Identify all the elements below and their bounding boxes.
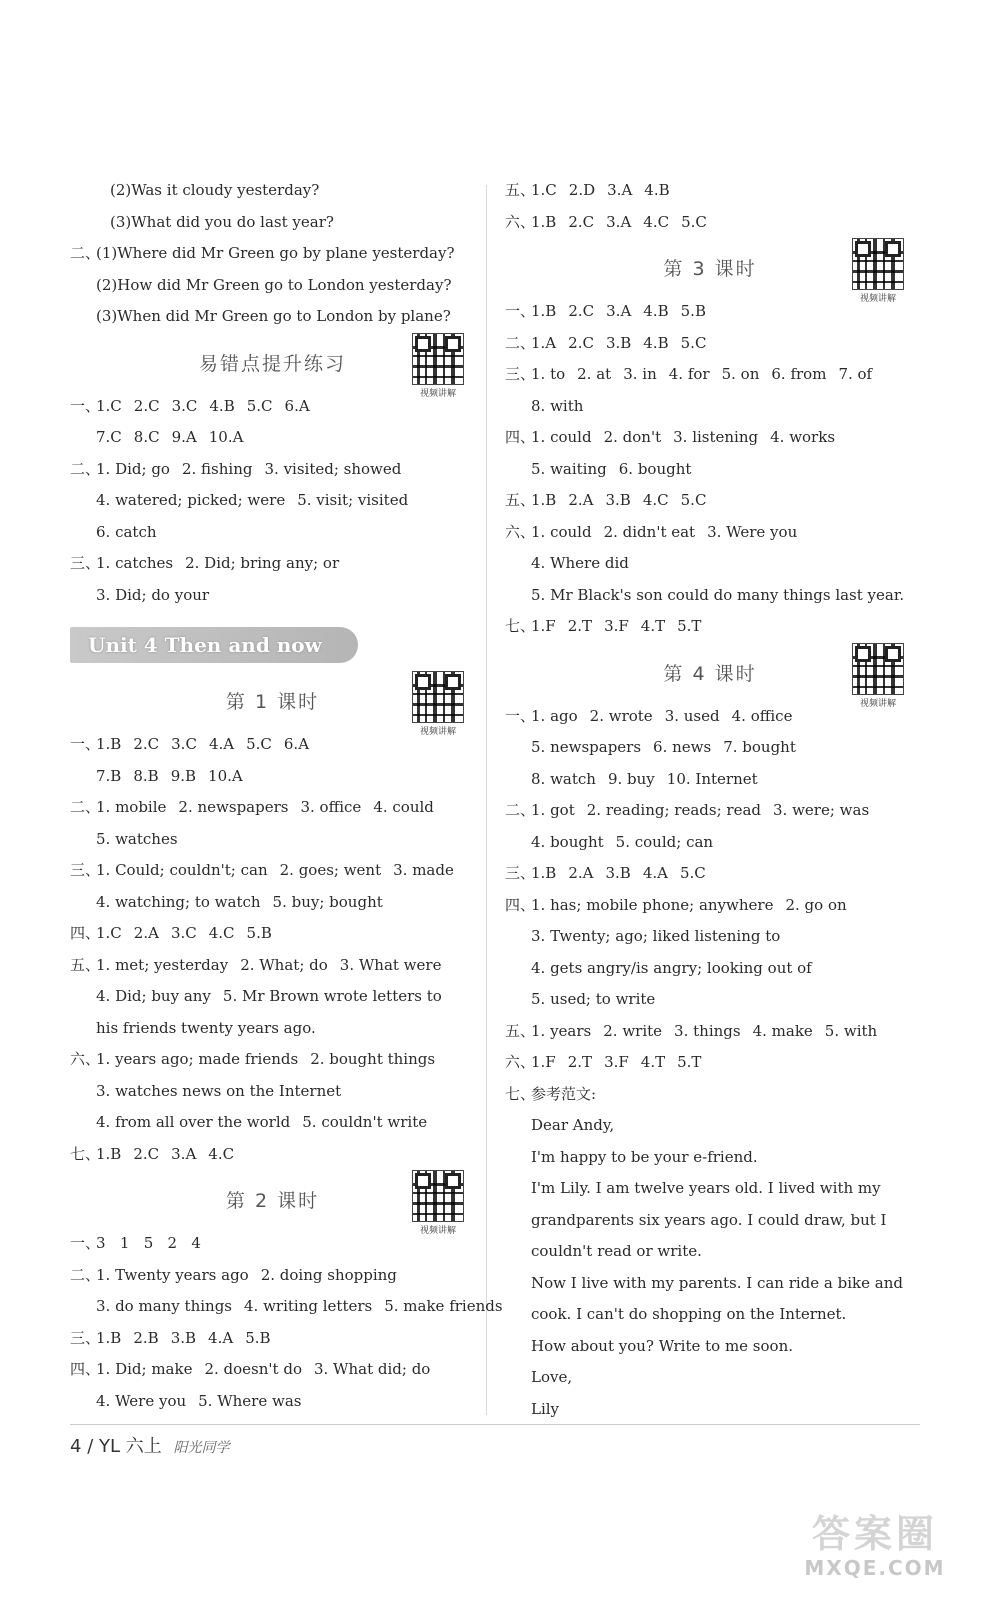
answer-line: 五、1.B 2.A 3.B 4.C 5.C: [505, 491, 707, 509]
answer-line: 五、1. met; yesterday 2. What; do 3. What were: [70, 955, 442, 974]
answer-line: 7.B 8.B 9.B 10.A: [96, 766, 243, 785]
unit-banner: [70, 623, 475, 667]
answer-line: 一、1.B 2.C 3.C 4.A 5.C 6.A: [70, 735, 310, 753]
series-code: YL: [99, 1436, 121, 1457]
essay-line: Lily: [531, 1399, 560, 1418]
qr-code: [411, 1170, 465, 1236]
answer-line: 一、1. ago 2. wrote 3. used 4. office: [505, 706, 793, 725]
answer-line: 四、1. has; mobile phone; anywhere 2. go on: [505, 895, 847, 914]
left-column: [70, 175, 503, 1417]
qr-code: [411, 333, 465, 399]
qr-code-icon: [852, 643, 904, 695]
answer-line: 7.C 8.C 9.A 10.A: [96, 428, 244, 446]
answer-line: 六、1. years ago; made friends 2. bought things: [70, 1050, 436, 1068]
answer-line: 四、1. could 2. don't 3. listening 4. works: [505, 428, 836, 446]
answer-line: 一、1.C 2.C 3.C 4.B 5.C 6.A: [70, 396, 310, 415]
answer-line: 4. Where did: [531, 554, 629, 572]
qr-code-icon: [412, 333, 464, 385]
answer-line: 5. newspapers 6. news 7. bought: [531, 738, 796, 756]
essay-line: Now I live with my parents. I can ride a bike and: [531, 1273, 903, 1292]
footer-separator: /: [87, 1436, 94, 1457]
essay-line: cook. I can't do shopping on the Internet.: [531, 1305, 847, 1323]
essay-line: I'm Lily. I am twelve years old. I lived with my: [531, 1179, 881, 1197]
lesson-title: 第 2 课时: [225, 1190, 320, 1212]
answer-line: 六、1.B 2.C 3.A 4.C 5.C: [505, 212, 707, 231]
answer-line: 二、(1)Where did Mr Green go by plane yesterday?: [70, 244, 455, 262]
answer-line: 四、1.C 2.A 3.C 4.C 5.B: [70, 924, 272, 942]
essay-line: Love,: [531, 1368, 573, 1386]
answer-line: 二、1. got 2. reading; reads; read 3. were; was: [505, 801, 870, 819]
lesson-4-header: [505, 643, 915, 709]
answer-line: 5. watches: [96, 829, 178, 848]
answer-line: 三、1.B 2.A 3.B 4.A 5.C: [505, 864, 706, 882]
answer-line: 3. watches news on the Internet: [96, 1081, 342, 1100]
answer-line: 5. Mr Black's son could do many things last year.: [531, 585, 905, 604]
answer-line: 8. watch 9. buy 10. Internet: [531, 769, 758, 788]
qr-code: [851, 238, 905, 304]
watermark: [775, 1512, 975, 1582]
grade-label: 六上: [125, 1436, 162, 1457]
answer-line: 二、1. Did; go 2. fishing 3. visited; showed: [70, 459, 402, 478]
answer-line: 三、1. catches 2. Did; bring any; or: [70, 554, 340, 572]
unit-title: Unit 4 Then and now: [70, 627, 358, 663]
essay-line: grandparents six years ago. I could draw, but I: [531, 1210, 887, 1229]
essay-line: How about you? Write to me soon.: [531, 1336, 793, 1355]
answer-line: 8. with: [531, 396, 584, 415]
answer-line: (3)What did you do last year?: [110, 212, 334, 231]
answer-line: 4. watered; picked; were 5. visit; visited: [96, 491, 409, 509]
answer-line: 4. gets angry/is angry; looking out of: [531, 958, 812, 977]
qr-caption: 视频讲解: [419, 1226, 456, 1236]
lesson-title: 第 3 课时: [663, 258, 757, 280]
answer-line: 4. bought 5. could; can: [531, 832, 714, 851]
qr-code-icon: [412, 1170, 464, 1222]
watermark-url: MXQE.COM: [804, 1556, 946, 1580]
answer-line: 3. Did; do your: [96, 585, 210, 604]
answer-line: 4. from all over the world 5. couldn't write: [96, 1113, 428, 1131]
answer-line: 六、1. could 2. didn't eat 3. Were you: [505, 522, 798, 541]
qr-code-icon: [852, 238, 904, 290]
answer-line: 二、1.A 2.C 3.B 4.B 5.C: [505, 333, 707, 352]
answer-line: 三、1. to 2. at 3. in 4. for 5. on 6. from 7. of: [505, 365, 873, 383]
answer-line: 四、1. Did; make 2. doesn't do 3. What did; do: [70, 1360, 431, 1378]
answer-line: 七、1.B 2.C 3.A 4.C: [70, 1144, 235, 1163]
answer-line: 5. used; to write: [531, 990, 656, 1008]
qr-caption: 视频讲解: [859, 698, 896, 709]
page-number: 4: [70, 1436, 82, 1457]
essay-line: couldn't read or write.: [531, 1242, 702, 1260]
answer-line: 三、1.B 2.B 3.B 4.A 5.B: [70, 1328, 271, 1347]
footer-divider: [70, 1424, 920, 1425]
qr-code: [411, 671, 465, 737]
page-footer: [70, 1432, 230, 1458]
answer-line: (2)How did Mr Green go to London yesterday?: [96, 275, 452, 294]
answer-line: 三、1. Could; couldn't; can 2. goes; went 3. made: [70, 861, 454, 879]
answer-line: 六、1.F 2.T 3.F 4.T 5.T: [505, 1053, 702, 1071]
essay-line: Dear Andy,: [531, 1116, 615, 1134]
answer-line: 二、1. mobile 2. newspapers 3. office 4. could: [70, 798, 434, 816]
error-practice-header: [70, 333, 475, 399]
answer-line: 一、3 1 5 2 4: [70, 1234, 201, 1252]
brand-logo: 阳光同学: [173, 1440, 230, 1456]
answer-line: 6. catch: [96, 522, 157, 541]
answer-line: his friends twenty years ago.: [96, 1018, 316, 1037]
answer-line: 七、1.F 2.T 3.F 4.T 5.T: [505, 617, 702, 635]
watermark-logo: 答案圈: [811, 1512, 938, 1556]
lesson-title: 第 4 课时: [663, 662, 757, 685]
right-column: [505, 175, 915, 1425]
qr-code: [851, 643, 905, 709]
section-title: 易错点提升练习: [198, 352, 346, 375]
answer-line: 一、1.B 2.C 3.A 4.B 5.B: [505, 302, 706, 320]
answer-line: 4. watching; to watch 5. buy; bought: [96, 892, 383, 911]
qr-code-icon: [412, 671, 464, 723]
lesson-2-header: [70, 1170, 475, 1236]
qr-caption: 视频讲解: [419, 388, 456, 399]
qr-caption: 视频讲解: [859, 294, 896, 304]
answer-line: 5. waiting 6. bought: [531, 459, 692, 478]
answer-line: 3. Twenty; ago; liked listening to: [531, 927, 781, 945]
lesson-title: 第 1 课时: [225, 691, 320, 713]
qr-caption: 视频讲解: [419, 727, 456, 737]
answer-line: 七、参考范文:: [505, 1084, 597, 1103]
column-divider: [486, 185, 487, 1415]
answer-line: (3)When did Mr Green go to London by plane?: [96, 307, 451, 325]
lesson-1-header: [70, 671, 475, 737]
answer-line: (2)Was it cloudy yesterday?: [110, 181, 320, 199]
answer-line: 4. Did; buy any 5. Mr Brown wrote letters to: [96, 987, 442, 1005]
answer-line: 3. do many things 4. writing letters 5. make friends: [96, 1297, 503, 1315]
essay-line: I'm happy to be your e-friend.: [531, 1147, 758, 1166]
answer-line: 4. Were you 5. Where was: [96, 1391, 302, 1410]
lesson-3-header: [505, 238, 915, 304]
answer-line: 五、1. years 2. write 3. things 4. make 5. with: [505, 1021, 878, 1040]
answer-line: 二、1. Twenty years ago 2. doing shopping: [70, 1265, 397, 1284]
answer-line: 五、1.C 2.D 3.A 4.B: [505, 181, 670, 199]
